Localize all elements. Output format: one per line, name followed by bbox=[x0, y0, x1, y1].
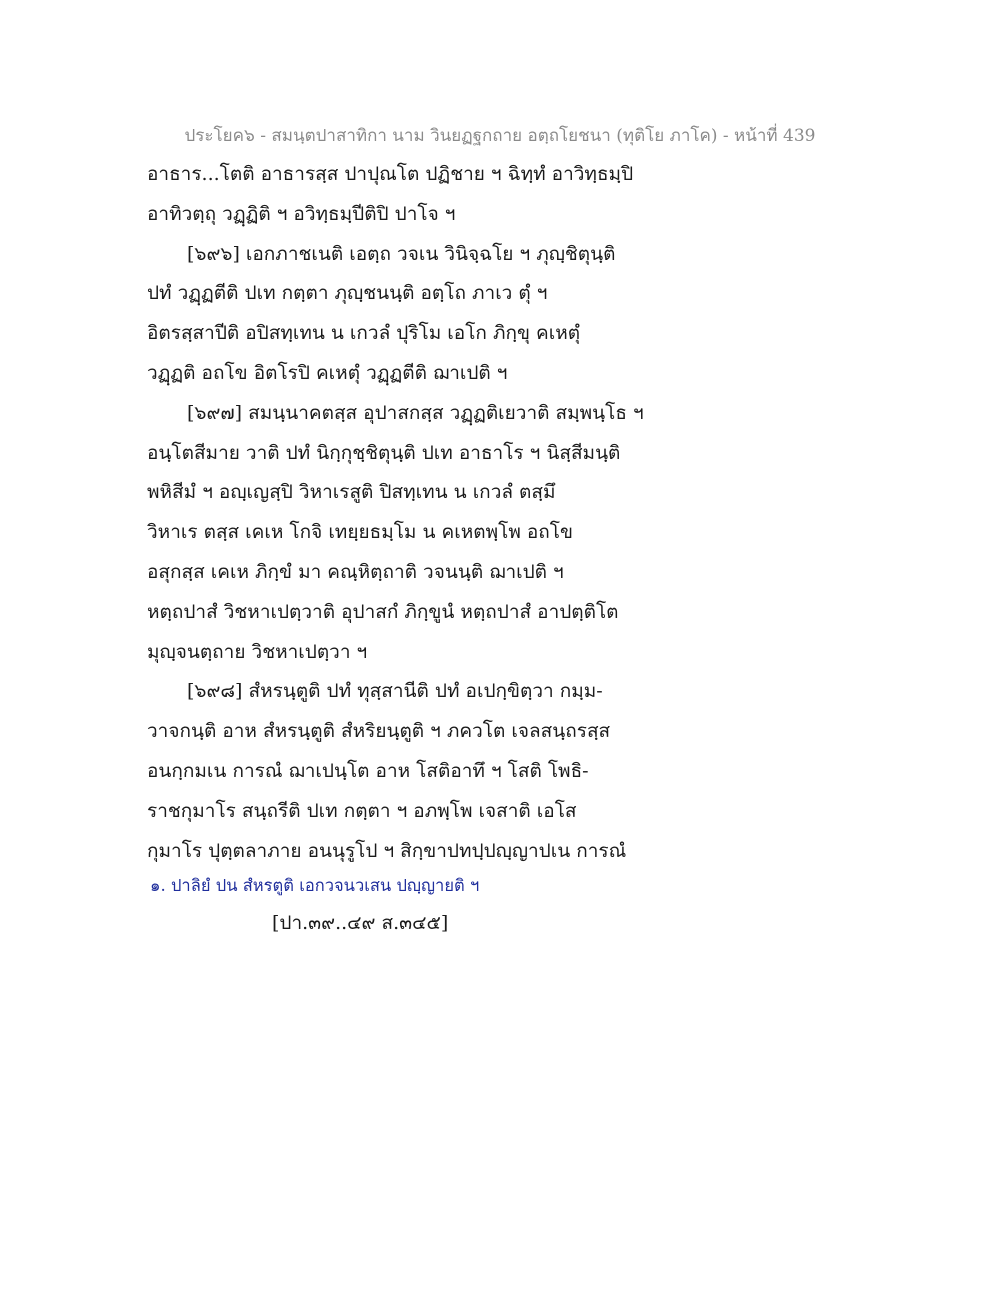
footnote: ๑. ปาลิยํ ปน สํหรตูติ เอกวจนวเสน ปญฺญายติ ฯ bbox=[150, 876, 480, 895]
paragraph-start-line: [๖๙๖] เอกภาชเนติ เอตฺถ วจเน วินิจฺฉโย ฯ ภุญฺชิตุนฺติ bbox=[187, 242, 616, 265]
text-line: อาธาร...โตติ อาธารสฺส ปาปุณโต ปฏิชาย ฯ ฉิทฺทํ อาวิทฺธมฺปิ bbox=[147, 163, 634, 185]
text-line: อสุกสฺส เคเห ภิกฺขํ มา คณฺหิตฺถาติ วจนนฺติ ฌาเปติ ฯ bbox=[147, 560, 564, 583]
text-line: มุญฺจนตฺถาย วิชหาเปตฺวา ฯ bbox=[147, 640, 368, 663]
paragraph-start-line: [๖๙๗] สมนฺนาคตสฺส อุปาสกสฺส วฏฺฏติเยวาติ สมฺพนฺโธ ฯ bbox=[187, 401, 644, 424]
text-line: อนกฺกมเน การณํ ฌาเปนฺโต อาห โสติอาทึ ฯ โสติ โพธิ- bbox=[147, 759, 589, 782]
text-line: กุมาโร ปุตฺตลาภาย อนนุรูโป ฯ สิกฺขาปทปฺปญฺญาปเน การณํ bbox=[147, 839, 627, 862]
text-line: อิตรสฺสาปีติ อปิสทฺเทน น เกวลํ ปุริโม เอโก ภิกฺขุ คเหตุํ bbox=[147, 322, 581, 345]
paragraph-start-line: [๖๙๘] สํหรนฺตูติ ปทํ ทุสฺสานีติ ปทํ อเปกฺขิตฺวา กมฺม- bbox=[187, 680, 603, 703]
text-line: วิหาเร ตสฺส เคเห โกจิ เทยฺยธมฺโม น คเหตพฺโพ อถโข bbox=[147, 521, 573, 544]
text-line: อาทิวตฺถุ วฏฺฏิติ ฯ อวิทฺธมฺปีติปิ ปาโจ ฯ bbox=[147, 202, 456, 225]
text-line: อนฺโตสีมาย วาติ ปทํ นิกฺกุชฺชิตุนฺติ ปเท อาธาโร ฯ นิสฺสีมนฺติ bbox=[147, 441, 621, 464]
page-header: ประโยค๖ - สมนฺตปาสาทิกา นาม วินยฏฐกถาย อตฺถโยชนา (ทุติโย ภาโค) - หน้าที่ 439 bbox=[184, 126, 816, 146]
text-line: วาจกนฺติ อาห สํหรนฺตูติ สํหริยนฺตูติ ฯ ภควโต เจลสนฺถรสฺส bbox=[147, 720, 611, 743]
text-line: ราชกุมาโร สนฺถรีติ ปเท กตฺตา ฯ อภพฺโพ เจสาติ เอโส bbox=[147, 799, 577, 822]
text-line: พหิสีมํ ฯ อญฺเญสฺปิ วิหาเรสูติ ปิสทฺเทน น เกวลํ ตสฺมึ bbox=[147, 481, 556, 504]
body-text bbox=[147, 158, 867, 874]
text-line: ปทํ วฏฺฏตีติ ปเท กตฺตา ภุญฺชนนฺติ อตฺโถ ภาเว ตุํ ฯ bbox=[147, 282, 548, 305]
page-reference: [ปา.๓๙..๔๙ ส.๓๔๕] bbox=[272, 912, 449, 934]
text-line: หตฺถปาสํ วิชหาเปตฺวาติ อุปาสกํ ภิกฺขูนํ หตฺถปาสํ อาปตฺติโต bbox=[147, 600, 619, 623]
text-line: วฏฺฏติ อถโข อิตโรปิ คเหตุํ วฏฺฏตีติ ฌาเปติ ฯ bbox=[147, 361, 508, 384]
